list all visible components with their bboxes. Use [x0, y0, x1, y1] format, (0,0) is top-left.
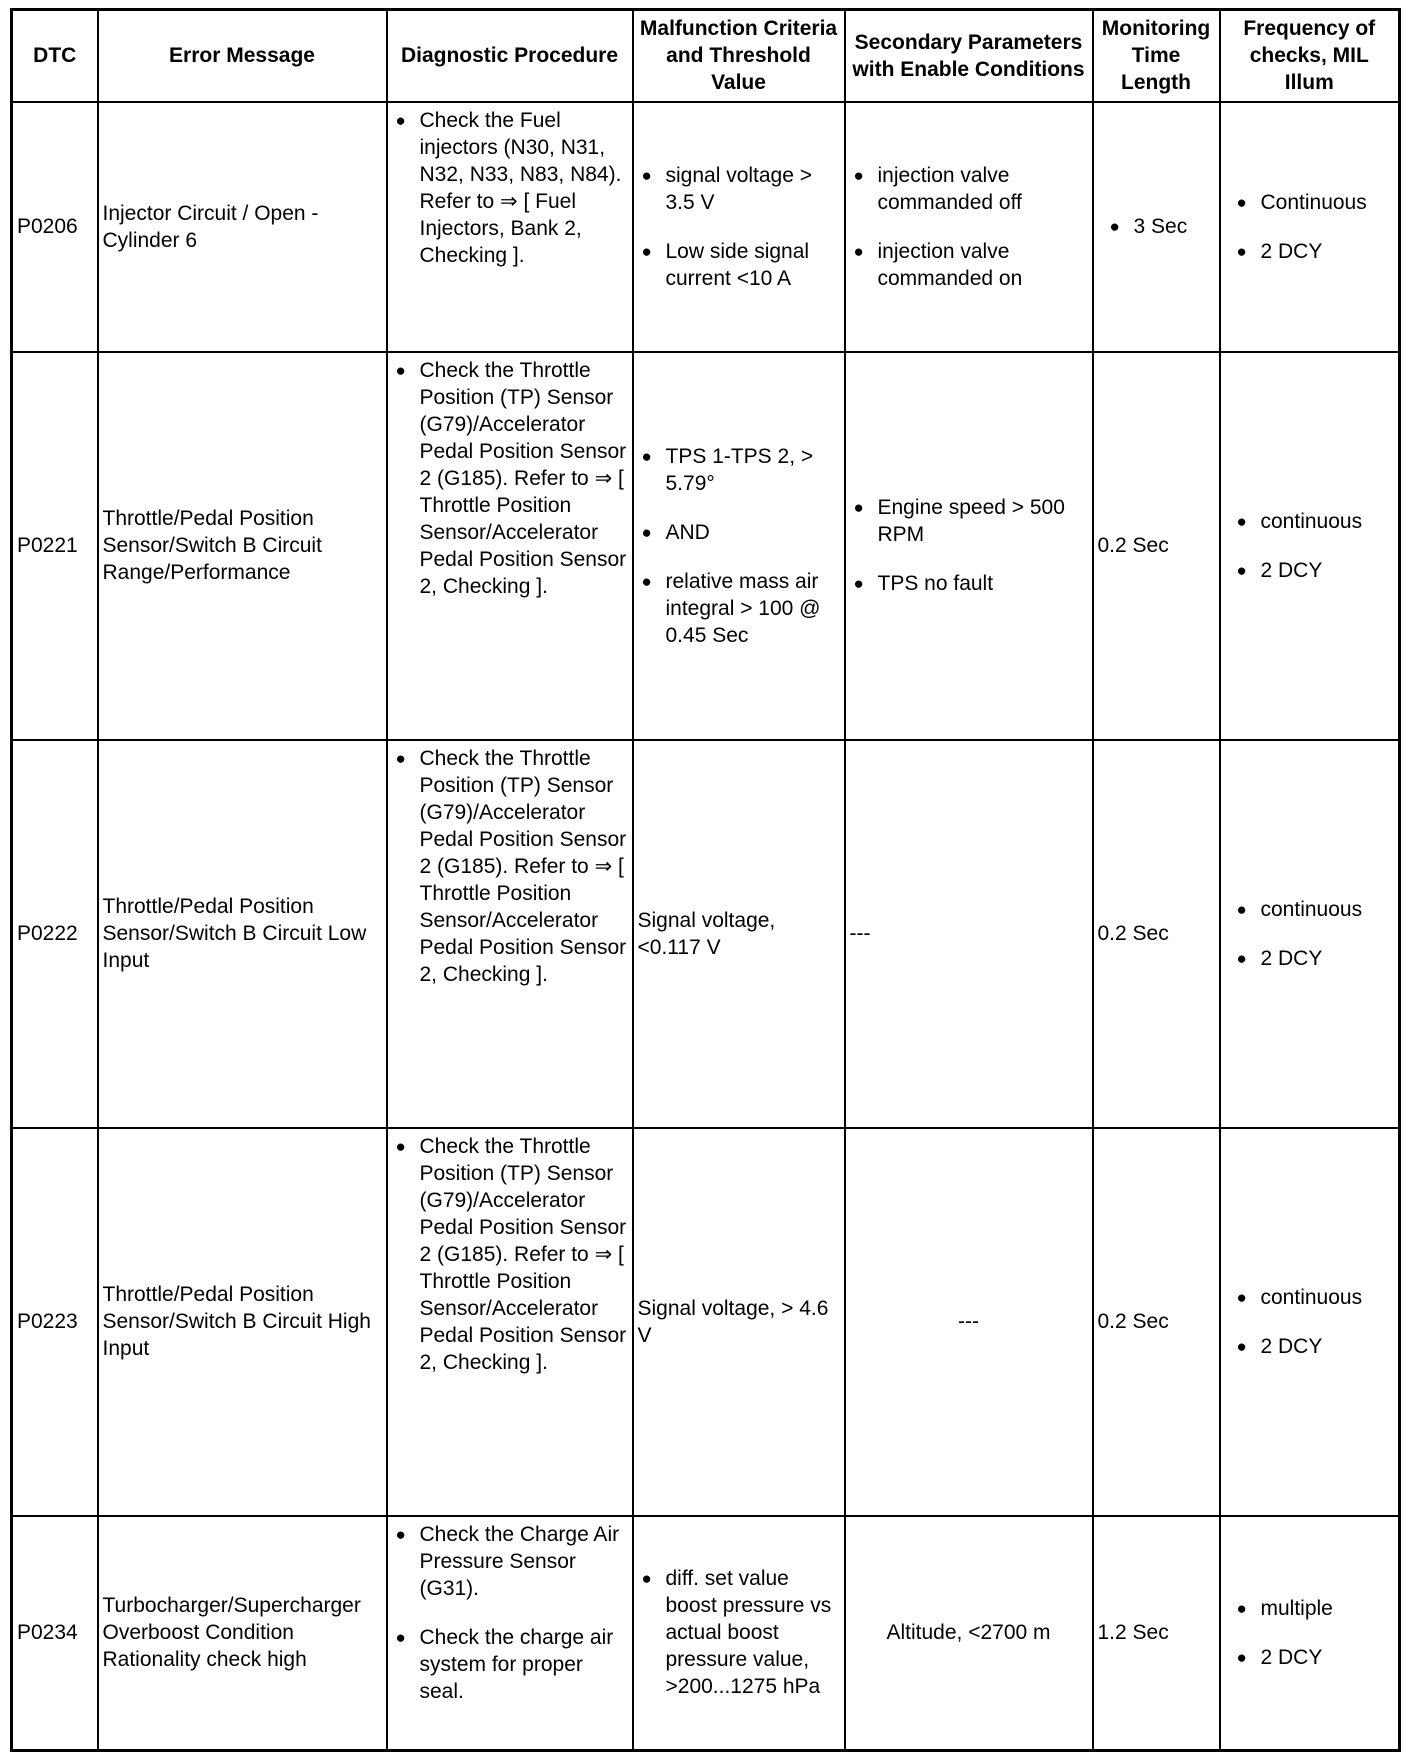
list-item: ● AND	[638, 519, 840, 546]
malfunction-criteria: Signal voltage, <0.117 V	[633, 740, 845, 1128]
list-item: ● Check the Fuel injectors (N30, N31, N32, N33, N83, N84). Refer to ⇒ [ Fuel Injectors, Bank 2, Checking ].	[392, 107, 628, 269]
diagnostic-procedure	[387, 1128, 633, 1516]
frequency	[1220, 1128, 1400, 1516]
dtc-code: P0223	[12, 1128, 98, 1516]
list-item: ● injection valve commanded off	[850, 162, 1088, 216]
error-message: Throttle/Pedal Position Sensor/Switch B Circuit Low Input	[98, 740, 387, 1128]
secondary-parameters	[845, 102, 1093, 352]
list-item: ● Check the Throttle Position (TP) Sensor (G79)/Accelerator Pedal Position Sensor 2 (G185). Refer to ⇒ [ Throttle Position Sensor/Accelerator Pedal Position Sensor 2, Checking ].	[392, 1133, 628, 1376]
monitoring-time: 0.2 Sec	[1093, 352, 1220, 740]
list-item: ● 3 Sec	[1106, 213, 1215, 240]
error-message: Throttle/Pedal Position Sensor/Switch B Circuit High Input	[98, 1128, 387, 1516]
list-item: ● 2 DCY	[1233, 945, 1395, 972]
secondary-parameters	[845, 352, 1093, 740]
list-item: ● continuous	[1233, 508, 1395, 535]
frequency	[1220, 352, 1400, 740]
list-item: ● 2 DCY	[1233, 557, 1395, 584]
list-item: ● multiple	[1233, 1595, 1395, 1622]
header-frequency: Frequency of checks, MIL Illum	[1220, 10, 1400, 102]
list-item: ● continuous	[1233, 896, 1395, 923]
dtc-code: P0222	[12, 740, 98, 1128]
malfunction-criteria	[633, 102, 845, 352]
dtc-code: P0221	[12, 352, 98, 740]
list-item: ● 2 DCY	[1233, 1644, 1395, 1671]
list-item: ● TPS no fault	[850, 570, 1088, 597]
monitoring-time: 1.2 Sec	[1093, 1516, 1220, 1751]
list-item: ● 2 DCY	[1233, 1333, 1395, 1360]
table-row	[12, 740, 1400, 1128]
secondary-parameters: Altitude, <2700 m	[845, 1516, 1093, 1751]
error-message: Turbocharger/Supercharger Overboost Condition Rationality check high	[98, 1516, 387, 1751]
table-row	[12, 102, 1400, 352]
secondary-parameters: ---	[845, 1128, 1093, 1516]
dtc-code: P0234	[12, 1516, 98, 1751]
malfunction-criteria	[633, 352, 845, 740]
header-error-message: Error Message	[98, 10, 387, 102]
list-item: ● injection valve commanded on	[850, 238, 1088, 292]
list-item: ● 2 DCY	[1233, 238, 1395, 265]
list-item: ● Check the charge air system for proper seal.	[392, 1624, 628, 1705]
list-item: ● signal voltage > 3.5 V	[638, 162, 840, 216]
list-item: ● Check the Charge Air Pressure Sensor (G31).	[392, 1521, 628, 1602]
list-item: ● diff. set value boost pressure vs actual boost pressure value, >200...1275 hPa	[638, 1565, 840, 1700]
header-malfunction-criteria: Malfunction Criteria and Threshold Value	[633, 10, 845, 102]
list-item: ● Check the Throttle Position (TP) Sensor (G79)/Accelerator Pedal Position Sensor 2 (G185). Refer to ⇒ [ Throttle Position Sensor/Accelerator Pedal Position Sensor 2, Checking ].	[392, 745, 628, 988]
frequency	[1220, 740, 1400, 1128]
header-monitoring-time: Monitoring Time Length	[1093, 10, 1220, 102]
table-row	[12, 1516, 1400, 1751]
list-item: ● Continuous	[1233, 189, 1395, 216]
diagnostic-procedure	[387, 1516, 633, 1751]
header-row	[12, 10, 1400, 102]
list-item: ● TPS 1-TPS 2, > 5.79°	[638, 443, 840, 497]
diagnostic-procedure	[387, 102, 633, 352]
monitoring-time: 0.2 Sec	[1093, 740, 1220, 1128]
list-item: ● Low side signal current <10 A	[638, 238, 840, 292]
header-dtc: DTC	[12, 10, 98, 102]
table-row	[12, 352, 1400, 740]
malfunction-criteria	[633, 1516, 845, 1751]
list-item: ● Engine speed > 500 RPM	[850, 494, 1088, 548]
header-diagnostic-procedure: Diagnostic Procedure	[387, 10, 633, 102]
list-item: ● continuous	[1233, 1284, 1395, 1311]
header-secondary-parameters: Secondary Parameters with Enable Conditions	[845, 10, 1093, 102]
list-item: ● relative mass air integral > 100 @ 0.45 Sec	[638, 568, 840, 649]
secondary-parameters: ---	[845, 740, 1093, 1128]
error-message: Injector Circuit / Open - Cylinder 6	[98, 102, 387, 352]
malfunction-criteria: Signal voltage, > 4.6 V	[633, 1128, 845, 1516]
monitoring-time	[1093, 102, 1220, 352]
list-item: ● Check the Throttle Position (TP) Sensor (G79)/Accelerator Pedal Position Sensor 2 (G185). Refer to ⇒ [ Throttle Position Sensor/Accelerator Pedal Position Sensor 2, Checking ].	[392, 357, 628, 600]
dtc-code: P0206	[12, 102, 98, 352]
monitoring-time: 0.2 Sec	[1093, 1128, 1220, 1516]
error-message: Throttle/Pedal Position Sensor/Switch B Circuit Range/Performance	[98, 352, 387, 740]
dtc-table	[10, 8, 1401, 1752]
frequency	[1220, 1516, 1400, 1751]
diagnostic-procedure	[387, 352, 633, 740]
frequency	[1220, 102, 1400, 352]
diagnostic-procedure	[387, 740, 633, 1128]
table-row	[12, 1128, 1400, 1516]
